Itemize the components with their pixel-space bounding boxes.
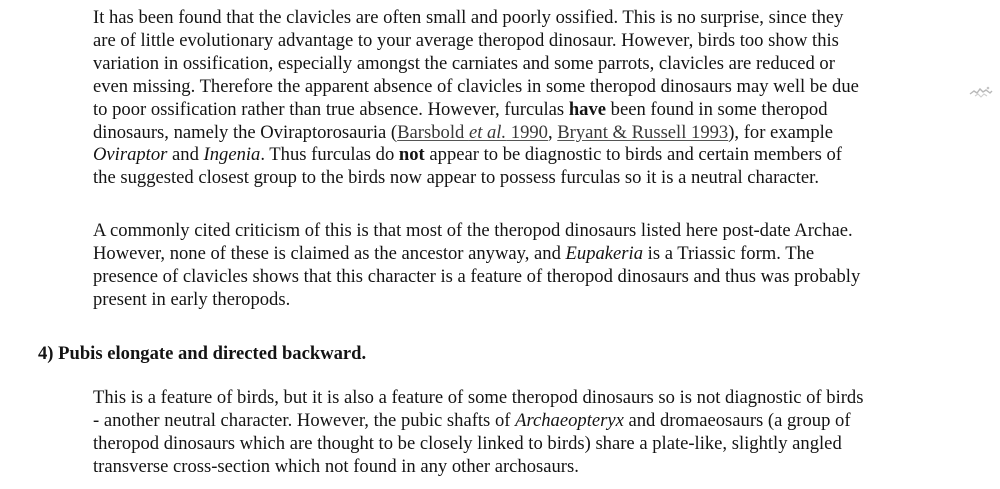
- text-line: A commonly cited criticism of this is that most of the theropod dinosaurs listed here post-date Archae.: [93, 220, 853, 241]
- text-line: Oviraptor and Ingenia. Thus furculas do not appear to be diagnostic to birds and certain members of: [93, 144, 842, 166]
- text-line: present in early theropods.: [93, 288, 291, 310]
- paragraph-criticism: [93, 220, 973, 312]
- text-line: presence of clavicles shows that this character is a feature of theropod dinosaurs and thus was probably: [93, 265, 861, 287]
- text-line: variation in ossification, especially amongst the carniates and some parrots, clavicles are reduced or: [93, 52, 835, 74]
- taxon-archaeopteryx: Archaeopteryx: [515, 409, 624, 431]
- taxon-ingenia: Ingenia: [203, 144, 261, 166]
- text-line: However, none of these is claimed as the ancestor anyway, and Eupakeria is a Triassic form. The: [93, 242, 815, 264]
- paragraph-clavicles: [93, 7, 973, 190]
- text-line: - another neutral character. However, the pubic shafts of Archaeopteryx and dromaeosaurs (a group of: [93, 409, 851, 431]
- text-line: This is a feature of birds, but it is also a feature of some theropod dinosaurs so is not diagnostic of birds: [93, 387, 864, 408]
- section-heading: 4) Pubis elongate and directed backward.: [38, 343, 367, 364]
- paragraph-pubis: [93, 387, 973, 479]
- text-line: transverse cross-section which not found in any other archosaurs.: [93, 455, 579, 477]
- text-line: theropod dinosaurs which are thought to be closely linked to birds) share a plate-like, slightly angled: [93, 432, 842, 454]
- emphasis-have: have: [568, 98, 606, 120]
- scan-artifact-icon: [968, 82, 994, 102]
- text-line: the suggested closest group to the birds now appear to possess furculas so it is a neutral character.: [93, 167, 820, 189]
- text-line: It has been found that the clavicles are often small and poorly ossified. This is no surprise, since they: [93, 7, 844, 28]
- citation-link-bryant-russell[interactable]: Bryant & Russell 1993: [557, 121, 729, 143]
- citation-link-barsbold[interactable]: Barsbold et al. 1990: [397, 121, 548, 143]
- text-line: even missing. Therefore the apparent absence of clavicles in some theropod dinosaurs may well be due: [93, 75, 859, 97]
- emphasis-not: not: [398, 144, 425, 166]
- taxon-oviraptor: Oviraptor: [93, 144, 168, 166]
- text-line: are of little evolutionary advantage to your average theropod dinosaur. However, birds too show this: [93, 29, 839, 51]
- text-line: to poor ossification rather than true absence. However, furculas have been found in some theropod: [93, 98, 828, 120]
- text-line: dinosaurs, namely the Oviraptorosauria (Barsbold et al. 1990, Bryant & Russell 1993), for example: [93, 121, 834, 143]
- taxon-eupakeria: Eupakeria: [565, 242, 643, 264]
